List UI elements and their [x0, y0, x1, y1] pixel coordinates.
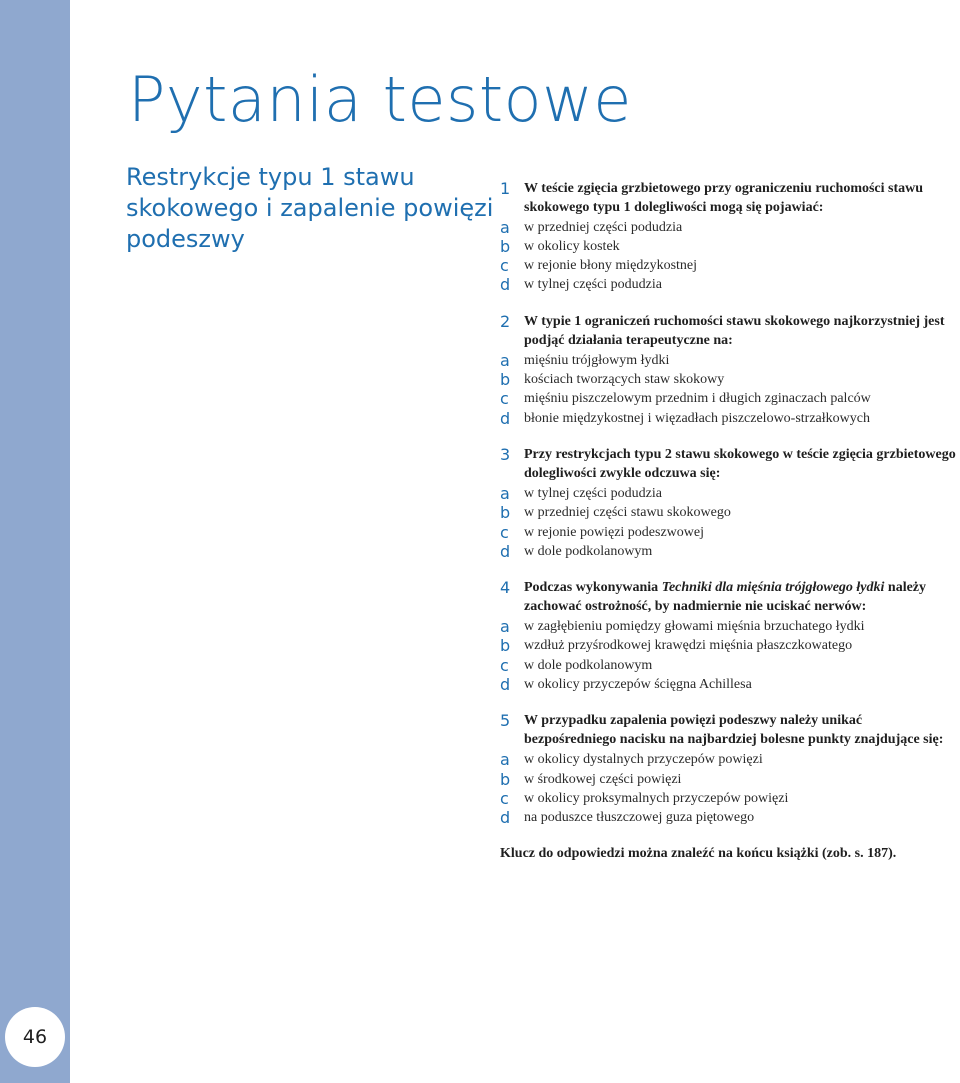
question-number: 3	[500, 445, 511, 465]
answer-option	[500, 276, 960, 295]
answer-letter: b	[500, 769, 511, 789]
answer-text: błonie międzykostnej i więzadłach piszczelowo-strzałkowych	[524, 410, 870, 426]
page-subtitle: Restrykcje typu 1 stawu skokowego i zapalenie powięzi podeszwy	[126, 163, 494, 253]
answer-text: na poduszce tłuszczowej guza piętowego	[524, 809, 755, 825]
answer-option	[500, 790, 960, 809]
answer-letter: d	[500, 807, 511, 827]
question-text: W teście zgięcia grzbietowego przy ograniczeniu ruchomości stawu skokowego typu 1 dolegliwości mogą się pojawiać:	[524, 181, 924, 215]
answer-text: w okolicy kostek	[524, 239, 620, 255]
answer-option	[500, 390, 960, 409]
answer-text: w tylnej części podudzia	[524, 277, 663, 293]
question-number: 2	[500, 312, 511, 332]
question-text: W typie 1 ograniczeń ruchomości stawu skokowego najkorzystniej jest podjąć działania terapeutyczne na:	[524, 314, 945, 348]
page-title: Pytania testowe	[128, 63, 632, 136]
answer-text: kościach tworzących staw skokowy	[524, 372, 725, 388]
answer-letter: a	[500, 484, 510, 504]
answer-text: w rejonie błony międzykostnej	[524, 258, 698, 274]
answer-option	[500, 410, 960, 429]
answer-text: w środkowej części powięzi	[524, 771, 682, 787]
answer-option	[500, 676, 960, 695]
answer-list	[500, 485, 960, 561]
answer-letter: b	[500, 636, 511, 656]
answer-option	[500, 485, 960, 504]
answer-option	[500, 504, 960, 523]
answer-option	[500, 524, 960, 543]
answer-letter: c	[500, 389, 509, 409]
answer-list	[500, 352, 960, 428]
answer-letter: b	[500, 370, 511, 390]
answer-list	[500, 751, 960, 827]
page-number: 46	[5, 1007, 65, 1067]
question-number: 1	[500, 179, 511, 198]
answer-list	[500, 219, 960, 295]
answer-letter: d	[500, 541, 511, 561]
answer-text: mięśniu piszczelowym przednim i długich zginaczach palców	[524, 391, 871, 407]
answer-letter: a	[500, 750, 510, 770]
answer-letter: c	[500, 256, 509, 276]
answer-list	[500, 618, 960, 694]
question-text	[524, 579, 957, 616]
question-1	[500, 180, 960, 295]
sidebar-strip	[0, 0, 70, 1083]
question-text: W przypadku zapalenia powięzi podeszwy należy unikać bezpośredniego nacisku na najbardziej bolesne punkty znajdujące się:	[524, 713, 944, 747]
question-2	[500, 313, 960, 428]
answer-option	[500, 751, 960, 770]
answer-letter: d	[500, 674, 511, 694]
answer-letter: a	[500, 351, 510, 371]
question-5	[500, 712, 960, 827]
question-4	[500, 579, 960, 694]
answer-option	[500, 771, 960, 790]
answer-option	[500, 219, 960, 238]
answer-option	[500, 352, 960, 371]
question-text-end: należy zachować ostrożność, by nadmiernie nie uciskać nerwów:	[524, 580, 927, 614]
answer-letter: b	[500, 237, 511, 257]
answer-option	[500, 257, 960, 276]
answer-letter: a	[500, 617, 510, 637]
answer-text: mięśniu trójgłowym łydki	[524, 353, 670, 369]
answer-text: w tylnej części podudzia	[524, 486, 663, 502]
answer-text: w przedniej części podudzia	[524, 220, 683, 236]
answer-text: w okolicy proksymalnych przyczepów powięzi	[524, 790, 789, 806]
answer-option	[500, 618, 960, 637]
question-text: Przy restrykcjach typu 2 stawu skokowego w teście zgięcia grzbietowego dolegliwości zwykle odczuwa się:	[524, 447, 956, 481]
answer-text: w rejonie powięzi podeszwowej	[524, 524, 704, 540]
answer-text: w dole podkolanowym	[524, 543, 653, 559]
answer-letter: d	[500, 408, 511, 428]
answer-letter: a	[500, 218, 510, 238]
question-text-italic: Techniki dla mięśnia trójgłowego łydki	[661, 580, 885, 596]
answer-option	[500, 637, 960, 656]
answer-text: w dole podkolanowym	[524, 657, 653, 673]
question-number: 5	[500, 711, 511, 731]
answer-text: wzdłuż przyśrodkowej krawędzi mięśnia płaszczkowatego	[524, 638, 853, 654]
answer-key-note: Klucz do odpowiedzi można znaleźć na końcu książki (zob. s. 187).	[500, 846, 897, 862]
answer-letter: c	[500, 788, 509, 808]
question-list	[500, 180, 960, 864]
question-3	[500, 446, 960, 561]
question-number: 4	[500, 578, 511, 598]
answer-text: w zagłębieniu pomiędzy głowami mięśnia brzuchatego łydki	[524, 619, 865, 635]
answer-option	[500, 371, 960, 390]
answer-option	[500, 238, 960, 257]
answer-text: w okolicy dystalnych przyczepów powięzi	[524, 752, 763, 768]
answer-option	[500, 657, 960, 676]
answer-letter: c	[500, 655, 509, 675]
question-text-start: Podczas wykonywania	[524, 580, 662, 596]
answer-option	[500, 809, 960, 828]
answer-letter: c	[500, 522, 509, 542]
answer-option	[500, 543, 960, 562]
answer-letter: b	[500, 503, 511, 523]
answer-letter: d	[500, 275, 511, 295]
answer-text: w okolicy przyczepów ścięgna Achillesa	[524, 676, 752, 692]
answer-text: w przedniej części stawu skokowego	[524, 505, 731, 521]
